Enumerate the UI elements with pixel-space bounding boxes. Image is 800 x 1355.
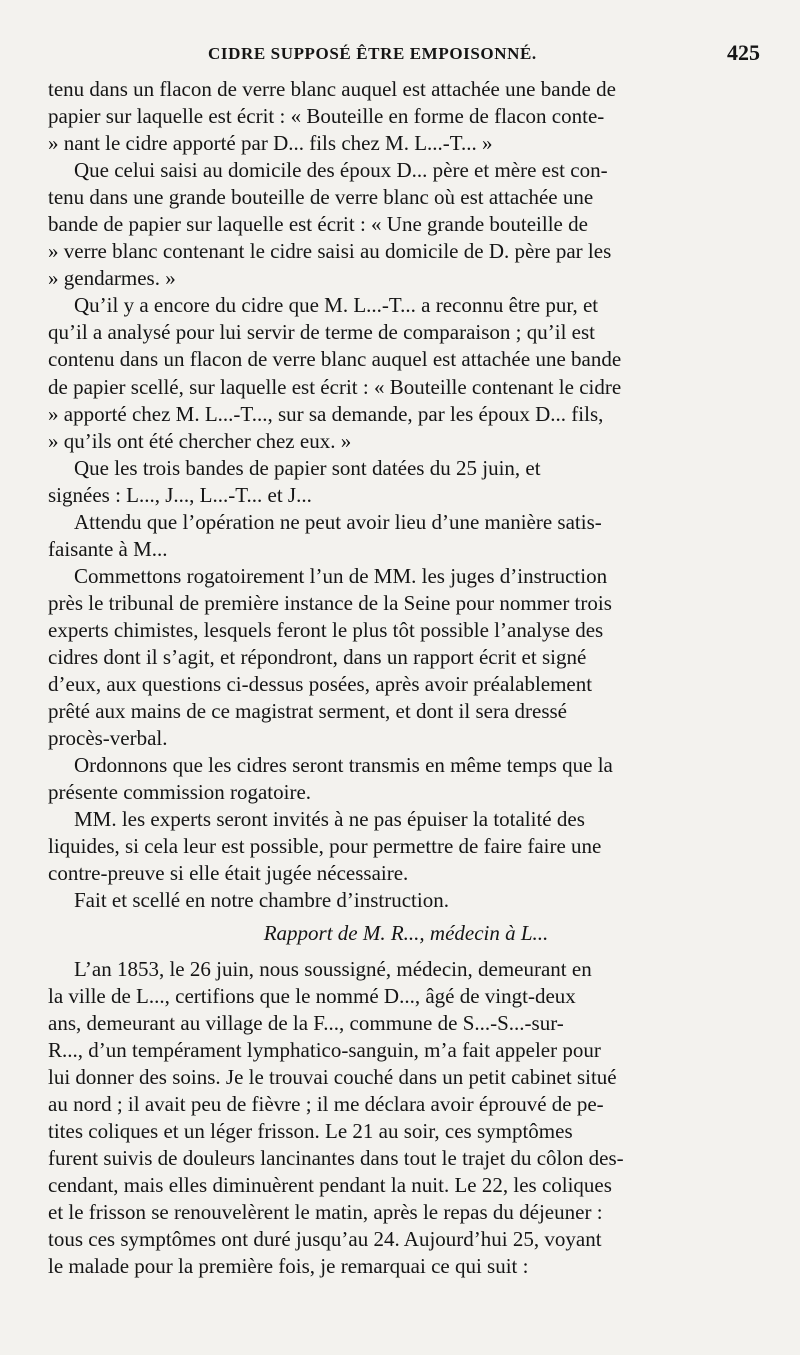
- text-line-12: de papier scellé, sur laquelle est écrit : « Bouteille contenant le cidre: [48, 374, 622, 399]
- text-line-19: Commettons rogatoirement l’un de MM. les juges d’instruction: [74, 563, 608, 588]
- text-line-24: prêté aux mains de ce magistrat serment, et dont il sera dressé: [48, 699, 567, 724]
- text-line-44: le malade pour la première fois, je remarquai ce qui suit :: [48, 1254, 529, 1279]
- text-line-11: contenu dans un flacon de verre blanc auquel est attachée une bande: [48, 347, 622, 372]
- text-line-28: MM. les experts seront invités à ne pas épuiser la totalité des: [74, 807, 585, 832]
- text-line-26: Ordonnons que les cidres seront transmis en même temps que la: [74, 753, 613, 778]
- text-line-42: et le frisson se renouvelèrent le matin, après le repas du déjeuner :: [48, 1199, 603, 1224]
- text-line-38: au nord ; il avait peu de fièvre ; il me déclara avoir éprouvé de pe-: [48, 1091, 604, 1116]
- text-line-2: papier sur laquelle est écrit : « Bouteille en forme de flacon conte-: [48, 104, 605, 129]
- text-line-35: ans, demeurant au village de la F..., commune de S...-S...-sur-: [48, 1010, 564, 1035]
- text-line-8: » gendarmes. »: [48, 266, 176, 291]
- page-header: [48, 40, 760, 74]
- text-line-15: Que les trois bandes de papier sont datées du 25 juin, et: [74, 455, 541, 480]
- text-line-17: Attendu que l’opération ne peut avoir lieu d’une manière satis-: [74, 509, 602, 534]
- body-text: [48, 76, 764, 1280]
- text-line-33: L’an 1853, le 26 juin, nous soussigné, médecin, demeurant en: [74, 956, 592, 981]
- text-line-1: tenu dans un flacon de verre blanc auquel est attachée une bande de: [48, 77, 616, 101]
- text-line-13: » apporté chez M. L...-T..., sur sa demande, par les époux D... fils,: [48, 401, 604, 426]
- text-line-9: Qu’il y a encore du cidre que M. L...-T... a reconnu être pur, et: [74, 293, 599, 318]
- text-line-43: tous ces symptômes ont duré jusqu’au 24. Aujourd’hui 25, voyant: [48, 1226, 602, 1251]
- text-line-21: experts chimistes, lesquels feront le plus tôt possible l’analyse des: [48, 617, 604, 642]
- text-line-6: bande de papier sur laquelle est écrit : « Une grande bouteille de: [48, 212, 588, 237]
- text-line-20: près le tribunal de première instance de la Seine pour nommer trois: [48, 590, 612, 615]
- running-title: CIDRE SUPPOSÉ ÊTRE EMPOISONNÉ.: [208, 44, 537, 63]
- text-line-14: » qu’ils ont été chercher chez eux. »: [48, 428, 352, 453]
- page-number: 425: [727, 40, 760, 65]
- text-line-27: présente commission rogatoire.: [48, 780, 312, 805]
- text-line-29: liquides, si cela leur est possible, pour permettre de faire faire une: [48, 834, 602, 859]
- text-line-25: procès-verbal.: [48, 726, 168, 751]
- text-line-16: signées : L..., J..., L...-T... et J...: [48, 482, 312, 507]
- text-line-40: furent suivis de douleurs lancinantes dans tout le trajet du côlon des-: [48, 1145, 624, 1170]
- text-line-31: Fait et scellé en notre chambre d’instruction.: [74, 888, 449, 913]
- text-line-30: contre-preuve si elle était jugée nécessaire.: [48, 861, 409, 886]
- text-line-37: lui donner des soins. Je le trouvai couché dans un petit cabinet situé: [48, 1064, 617, 1089]
- text-line-3: » nant le cidre apporté par D... fils chez M. L...-T... »: [48, 131, 493, 156]
- text-line-22: cidres dont il s’agit, et répondront, dans un rapport écrit et signé: [48, 644, 587, 669]
- text-line-7: » verre blanc contenant le cidre saisi au domicile de D. père par les: [48, 239, 612, 264]
- text-line-39: tites coliques et un léger frisson. Le 21 au soir, ces symptômes: [48, 1118, 573, 1143]
- text-line-23: d’eux, aux questions ci-dessus posées, après avoir préalablement: [48, 672, 593, 697]
- text-line-18: faisante à M...: [48, 536, 168, 561]
- text-line-36: R..., d’un tempérament lymphatico-sanguin, m’a fait appeler pour: [48, 1037, 601, 1062]
- text-line-4: Que celui saisi au domicile des époux D... père et mère est con-: [74, 158, 608, 183]
- text-line-5: tenu dans une grande bouteille de verre blanc où est attachée une: [48, 185, 594, 210]
- section-heading: Rapport de M. R..., médecin à L...: [263, 921, 549, 946]
- text-line-41: cendant, mais elles diminuèrent pendant la nuit. Le 22, les coliques: [48, 1172, 612, 1197]
- text-line-10: qu’il a analysé pour lui servir de terme de comparaison ; qu’il est: [48, 320, 595, 345]
- text-line-34: la ville de L..., certifions que le nommé D..., âgé de vingt-deux: [48, 983, 576, 1008]
